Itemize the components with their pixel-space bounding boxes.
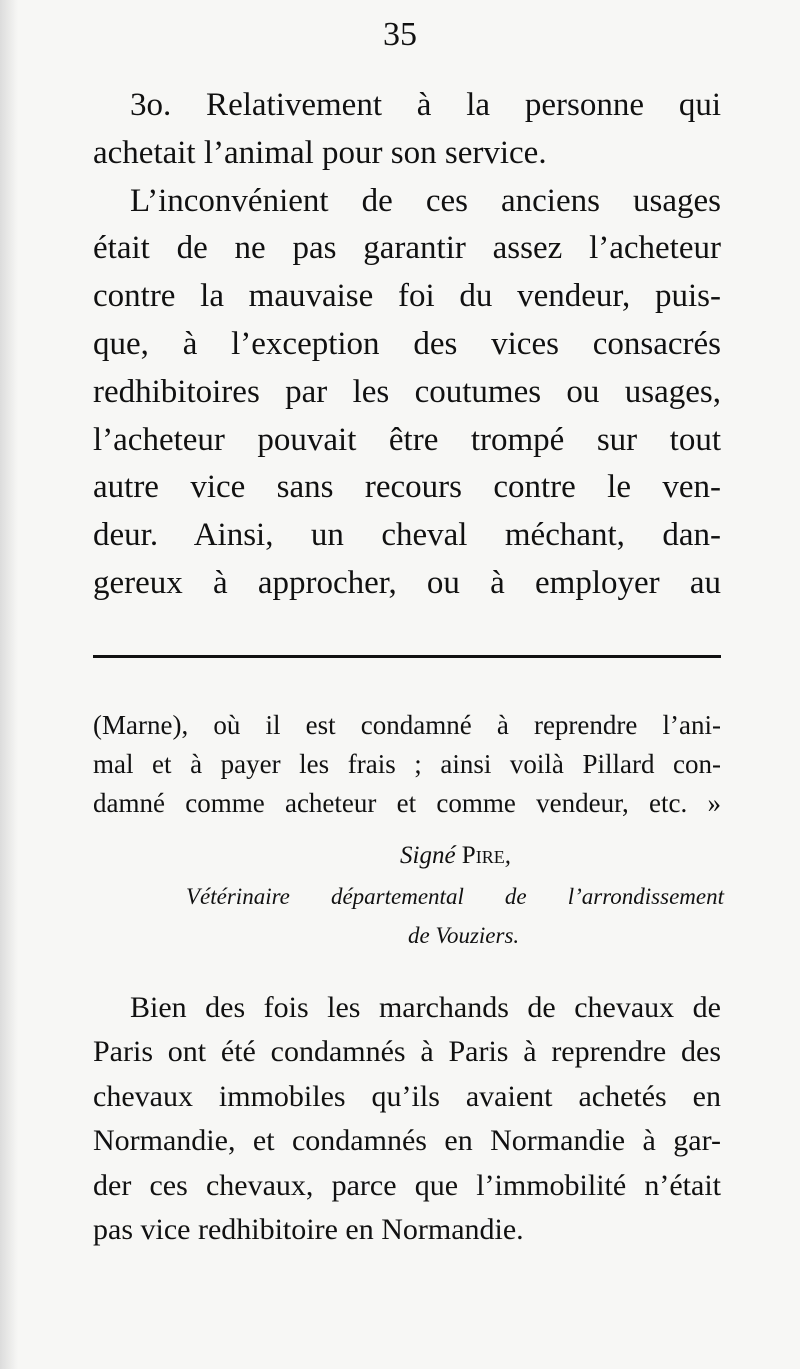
signature-signed-word: Signé	[400, 842, 456, 869]
text-line: chevaux immobiles qu’ils avaient achetés en	[93, 1079, 721, 1113]
closing-paragraph	[93, 986, 721, 1252]
text-line: Paris ont été condamnés à Paris à reprendre des	[93, 1035, 721, 1069]
text-line: contre la mauvaise foi du vendeur, puis-	[93, 278, 721, 315]
main-paragraphs	[93, 82, 721, 608]
text-line: autre vice sans recours contre le ven-	[93, 469, 721, 506]
scan-edge	[0, 0, 18, 1369]
signature-comma: ,	[504, 842, 511, 869]
footnote-line: damné comme acheteur et comme vendeur, etc. »	[93, 788, 721, 818]
text-line: que, à l’exception des vices consacrés	[93, 325, 721, 362]
text-line: était de ne pas garantir assez l’acheteur	[93, 230, 721, 267]
text-line: pas vice redhibitoire en Normandie.	[93, 1212, 524, 1246]
page-number: 35	[383, 16, 417, 53]
text-line: achetait l’animal pour son service.	[93, 134, 547, 171]
text-line: redhibitoires par les coutumes ou usages,	[93, 373, 721, 410]
signatory-title-line-1: Vétérinaire départemental de l’arrondissement	[186, 884, 724, 909]
text-line: gereux à approcher, ou à employer au	[93, 564, 721, 601]
text-line: deur. Ainsi, un cheval méchant, dan-	[93, 517, 721, 554]
signature	[400, 842, 511, 870]
text-line: Bien des fois les marchands de chevaux de	[130, 991, 721, 1024]
text-line: l’acheteur pouvait être trompé sur tout	[93, 421, 721, 458]
footnote	[93, 706, 721, 823]
footnote-line: mal et à payer les frais ; ainsi voilà Pillard con-	[93, 749, 721, 779]
text-line: der ces chevaux, parce que l’immobilité n’était	[93, 1168, 721, 1202]
footnote-separator-rule	[93, 655, 721, 658]
signatory-title-line-2: de Vouziers.	[408, 923, 520, 948]
text-line: Normandie, et condamnés en Normandie à gar-	[93, 1124, 721, 1158]
text-line: L’inconvénient de ces anciens usages	[130, 182, 721, 219]
text-line: 3o. Relativement à la personne qui	[130, 87, 721, 123]
signature-name: Pire	[461, 842, 505, 869]
footnote-line: (Marne), où il est condamné à reprendre l’ani-	[93, 710, 721, 740]
